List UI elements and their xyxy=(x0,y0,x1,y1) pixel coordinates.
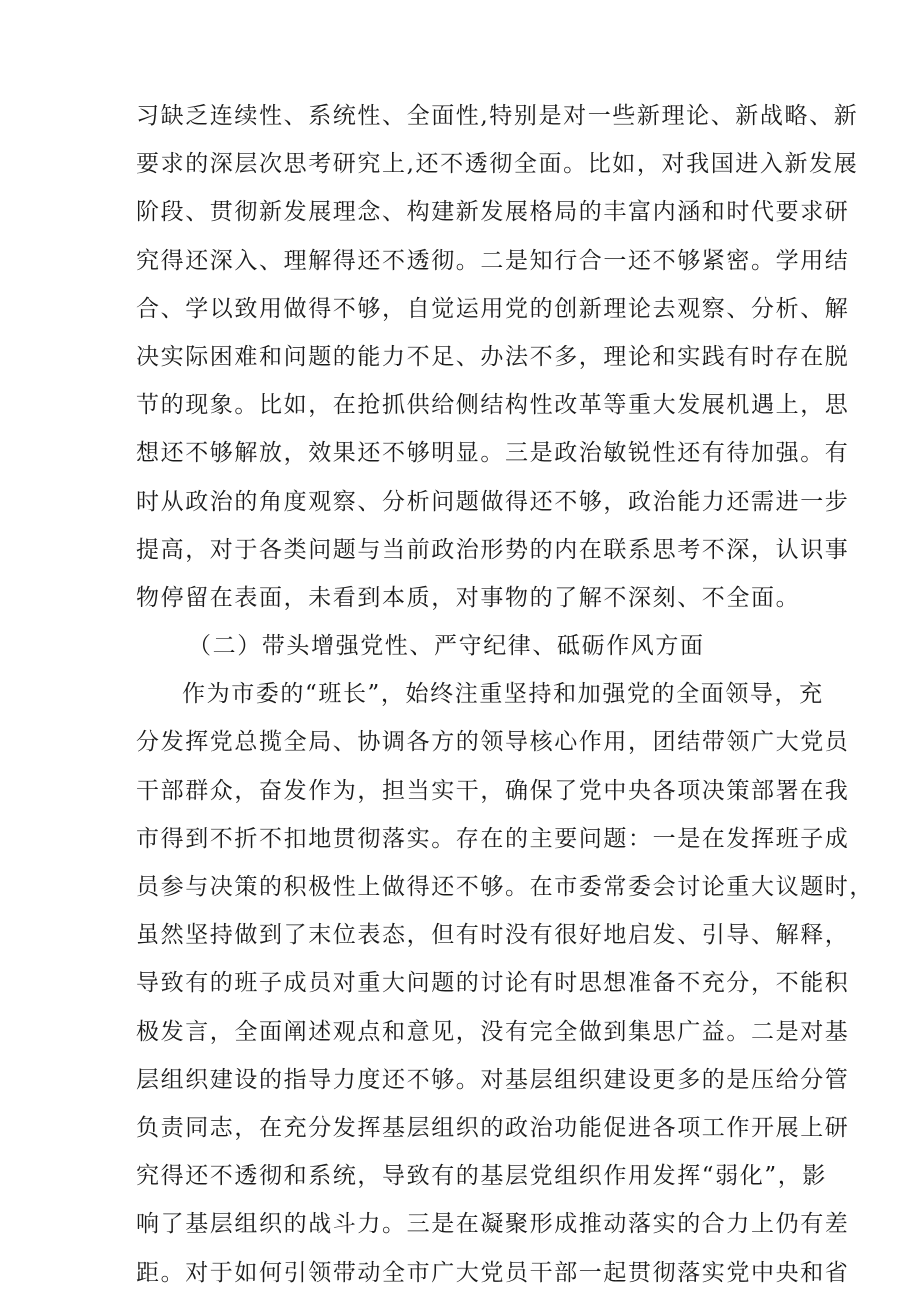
body-line: 节的现象。比如，在抢抓供给侧结构性改革等重大发展机遇上，思 xyxy=(136,392,850,419)
body-line: 极发言，全面阐述观点和意见，没有完全做到集思广益。二是对基 xyxy=(136,1018,850,1045)
body-line: 虽然坚持做到了末位表态，但有时没有很好地启发、引导、解释， xyxy=(136,922,850,949)
document-body xyxy=(136,92,874,1297)
body-line: 想还不够解放，效果还不够明显。三是政治敏锐性还有待加强。有 xyxy=(136,440,850,467)
body-line: 阶段、贯彻新发展理念、构建新发展格局的丰富内涵和时代要求研 xyxy=(136,199,850,226)
body-line: 习缺乏连续性、系统性、全面性,特别是对一些新理论、新战略、新 xyxy=(136,103,859,129)
body-line: 分发挥党总揽全局、协调各方的领导核心作用，团结带领广大党员 xyxy=(136,729,850,756)
body-line: 提高，对于各类问题与当前政治形势的内在联系思考不深，认识事 xyxy=(136,536,850,563)
body-line: 层组织建设的指导力度还不够。对基层组织建设更多的是压给分管 xyxy=(136,1066,850,1093)
body-line: 究得还深入、理解得还不透彻。二是知行合一还不够紧密。学用结 xyxy=(136,247,850,274)
body-line: 决实际困难和问题的能力不足、办法不多，理论和实践有时存在脱 xyxy=(136,343,850,370)
body-line: 负责同志，在充分发挥基层组织的政治功能促进各项工作开展上研 xyxy=(136,1114,850,1141)
body-line: 导致有的班子成员对重大问题的讨论有时思想准备不充分，不能积 xyxy=(136,970,850,997)
body-line: 员参与决策的积极性上做得还不够。在市委常委会讨论重大议题时， xyxy=(136,874,874,900)
body-line: 究得还不透彻和系统，导致有的基层党组织作用发挥“弱化”，影 xyxy=(136,1163,827,1190)
body-line: 干部群众，奋发作为，担当实干，确保了党中央各项决策部署在我 xyxy=(136,777,850,804)
section-heading: （二）带头增强党性、严守纪律、砥砺作风方面 xyxy=(188,633,705,660)
body-line: 要求的深层次思考研究上,还不透彻全面。比如，对我国进入新发展 xyxy=(136,151,859,178)
body-line: 时从政治的角度观察、分析问题做得还不够，政治能力还需进一步 xyxy=(136,488,850,515)
body-line: 合、学以致用做得不够，自觉运用党的创新理论去观察、分析、解 xyxy=(136,295,850,322)
body-line: 市得到不折不扣地贯彻落实。存在的主要问题：一是在发挥班子成 xyxy=(136,825,850,852)
body-line: 响了基层组织的战斗力。三是在凝聚形成推动落实的合力上仍有差 xyxy=(136,1211,850,1238)
paragraph-first-line: 作为市委的“班长”，始终注重坚持和加强党的全面领导，充 xyxy=(182,681,824,708)
body-line: 距。对于如何引领带动全市广大党员干部一起贯彻落实党中央和省 xyxy=(136,1259,850,1286)
body-line: 物停留在表面，未看到本质，对事物的了解不深刻、不全面。 xyxy=(136,584,801,611)
